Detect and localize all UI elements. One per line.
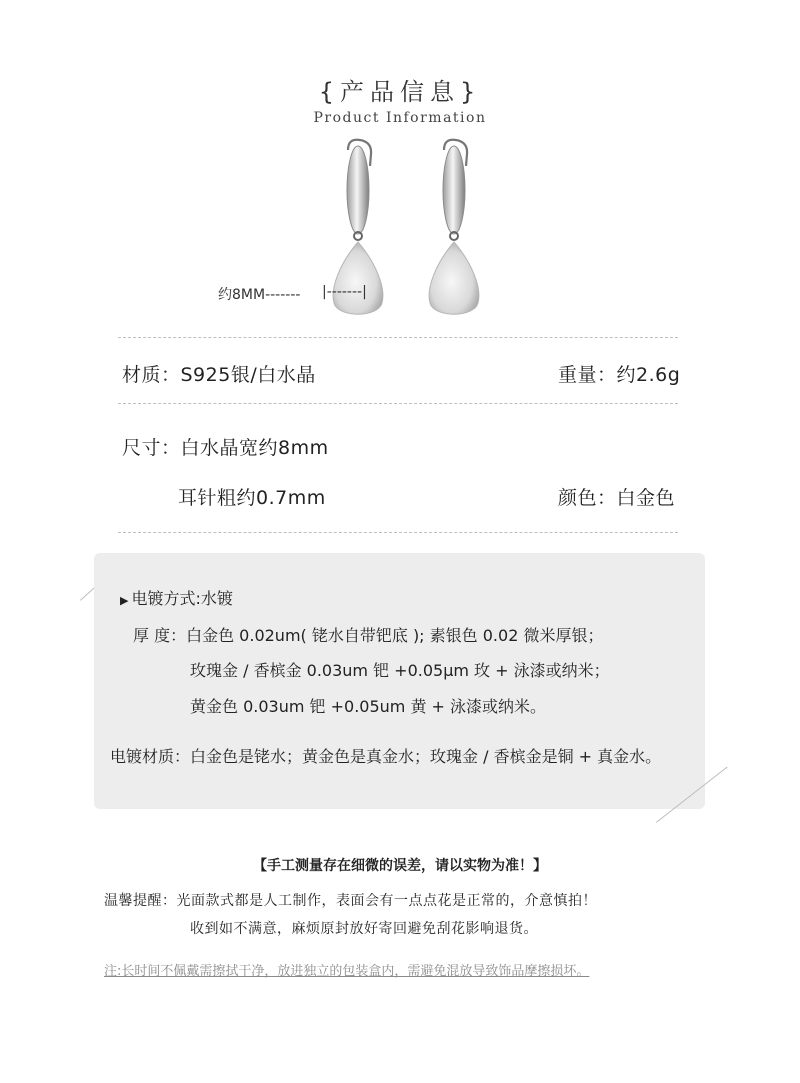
measurement-disclaimer: 【手工测量存在细微的误差，请以实物为准！】: [253, 858, 547, 874]
play-triangle-icon: ▶: [120, 594, 129, 607]
page-subtitle: Product Information: [313, 110, 487, 126]
spec-material: 材质：S925银/白水晶: [122, 364, 316, 386]
width-measure-label: 约8MM-------: [218, 287, 301, 303]
plating-heading: [120, 586, 233, 609]
spec-size: 尺寸：白水晶宽约8mm: [122, 437, 329, 459]
care-tip-line-1: 温馨提醒：光面款式都是人工制作，表面会有一点点花是正常的，介意慎拍！: [104, 893, 597, 909]
care-tip-line-2: 收到如不满意，麻烦原封放好寄回避免刮花影响退货。: [190, 921, 538, 937]
spec-weight: 重量：约2.6g: [558, 364, 681, 386]
right-earring: [429, 140, 479, 315]
page-title: {产品信息}: [318, 78, 482, 106]
plating-thickness-line-1: 厚 度：白金色 0.02um( 铑水自带钯底 ); 素银色 0.02 微米厚银；: [133, 626, 604, 645]
plating-material: 电镀材质：白金色是铑水；黄金色是真金水；玫瑰金 / 香槟金是铜 + 真金水。: [110, 747, 662, 766]
plating-thickness-line-2: 玫瑰金 / 香槟金 0.03um 钯 +0.05μm 玫 + 泳漆或纳米；: [190, 661, 610, 680]
spec-needle: 耳针粗约0.7mm: [178, 487, 326, 509]
spec-color: 颜色：白金色: [558, 487, 676, 509]
divider: [118, 403, 678, 404]
width-measure-bracket: |-------|: [322, 284, 367, 300]
plating-thickness-line-3: 黄金色 0.03um 钯 +0.05um 黄 + 泳漆或纳米。: [190, 697, 547, 716]
storage-note: 注:长时间不佩戴需擦拭干净，放进独立的包装盒内，需避免混放导致饰品摩擦损坏。: [104, 964, 590, 979]
plating-heading-text: 电镀方式:水镀: [131, 589, 233, 608]
divider: [118, 337, 678, 338]
divider: [118, 532, 678, 533]
